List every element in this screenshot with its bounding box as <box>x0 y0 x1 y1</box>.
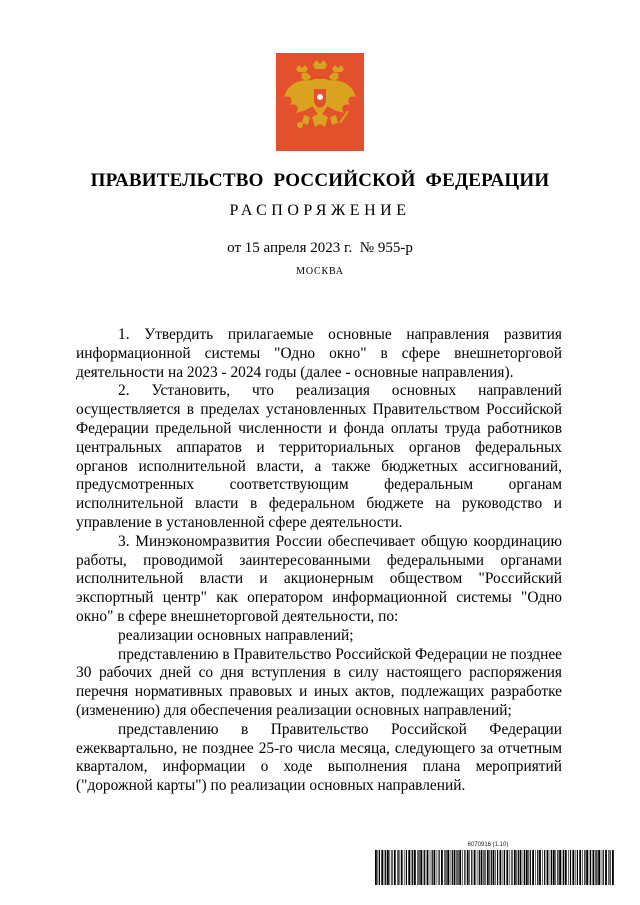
paragraph-1: 1. Утвердить прилагаемые основные направления развития информационной системы "Одно окно" в сфере внешнеторговой деятельности на 2023 - 2024 годы (далее - основные направления). <box>76 326 562 381</box>
paragraph-3: 3. Минэкономразвития России обеспечивает общую координацию работы, проводимой заинтересованными федеральными органами исполнительной власти и акционерным обществом "Российский экспортный центр" как оператором информационной системы "Одно окно" в сфере внешнеторговой деятельности, по: <box>76 532 562 625</box>
paragraph-2: 2. Установить, что реализация основных направлений осуществляется в пределах установленных Правительством Российской Федерации предельной численности и фонда оплаты труда работников центральных аппаратов и территориальных органов федеральных органов исполнительной власти, а также бюджетных ассигнований, предусмотренных соответствующим федеральным органам исполнительной власти в федеральном бюджете на руководство и управление в установленной сфере деятельности. <box>76 382 562 531</box>
paragraph-3-item-1: реализации основных направлений; <box>118 626 354 644</box>
coat-of-arms-icon <box>276 53 364 151</box>
document-city: МОСКВА <box>296 266 344 277</box>
document-date-number: от 15 апреля 2023 г. № 955-р <box>227 240 413 256</box>
document-body <box>76 326 562 796</box>
stamp-code: 6070916 (1.10) <box>467 842 509 848</box>
government-title: ПРАВИТЕЛЬСТВО РОССИЙСКОЙ ФЕДЕРАЦИИ <box>90 170 550 191</box>
document-type: РАСПОРЯЖЕНИЕ <box>229 202 411 219</box>
paragraph-3-item-3: представлению в Правительство Российской Федерации ежеквартально, не позднее 25-го числа месяца, следующего за отчетным кварталом, информации о ходе выполнения плана мероприятий ("дорожной карты") по реализации основных направлений. <box>76 720 562 795</box>
barcode-icon <box>375 850 615 885</box>
paragraph-3-item-2: представлению в Правительство Российской Федерации не позднее 30 рабочих дней со дня вступления в силу настоящего распоряжения перечня нормативных правовых и иных актов, подлежащих разработке (изменению) для обеспечения реализации основных направлений; <box>76 645 562 719</box>
